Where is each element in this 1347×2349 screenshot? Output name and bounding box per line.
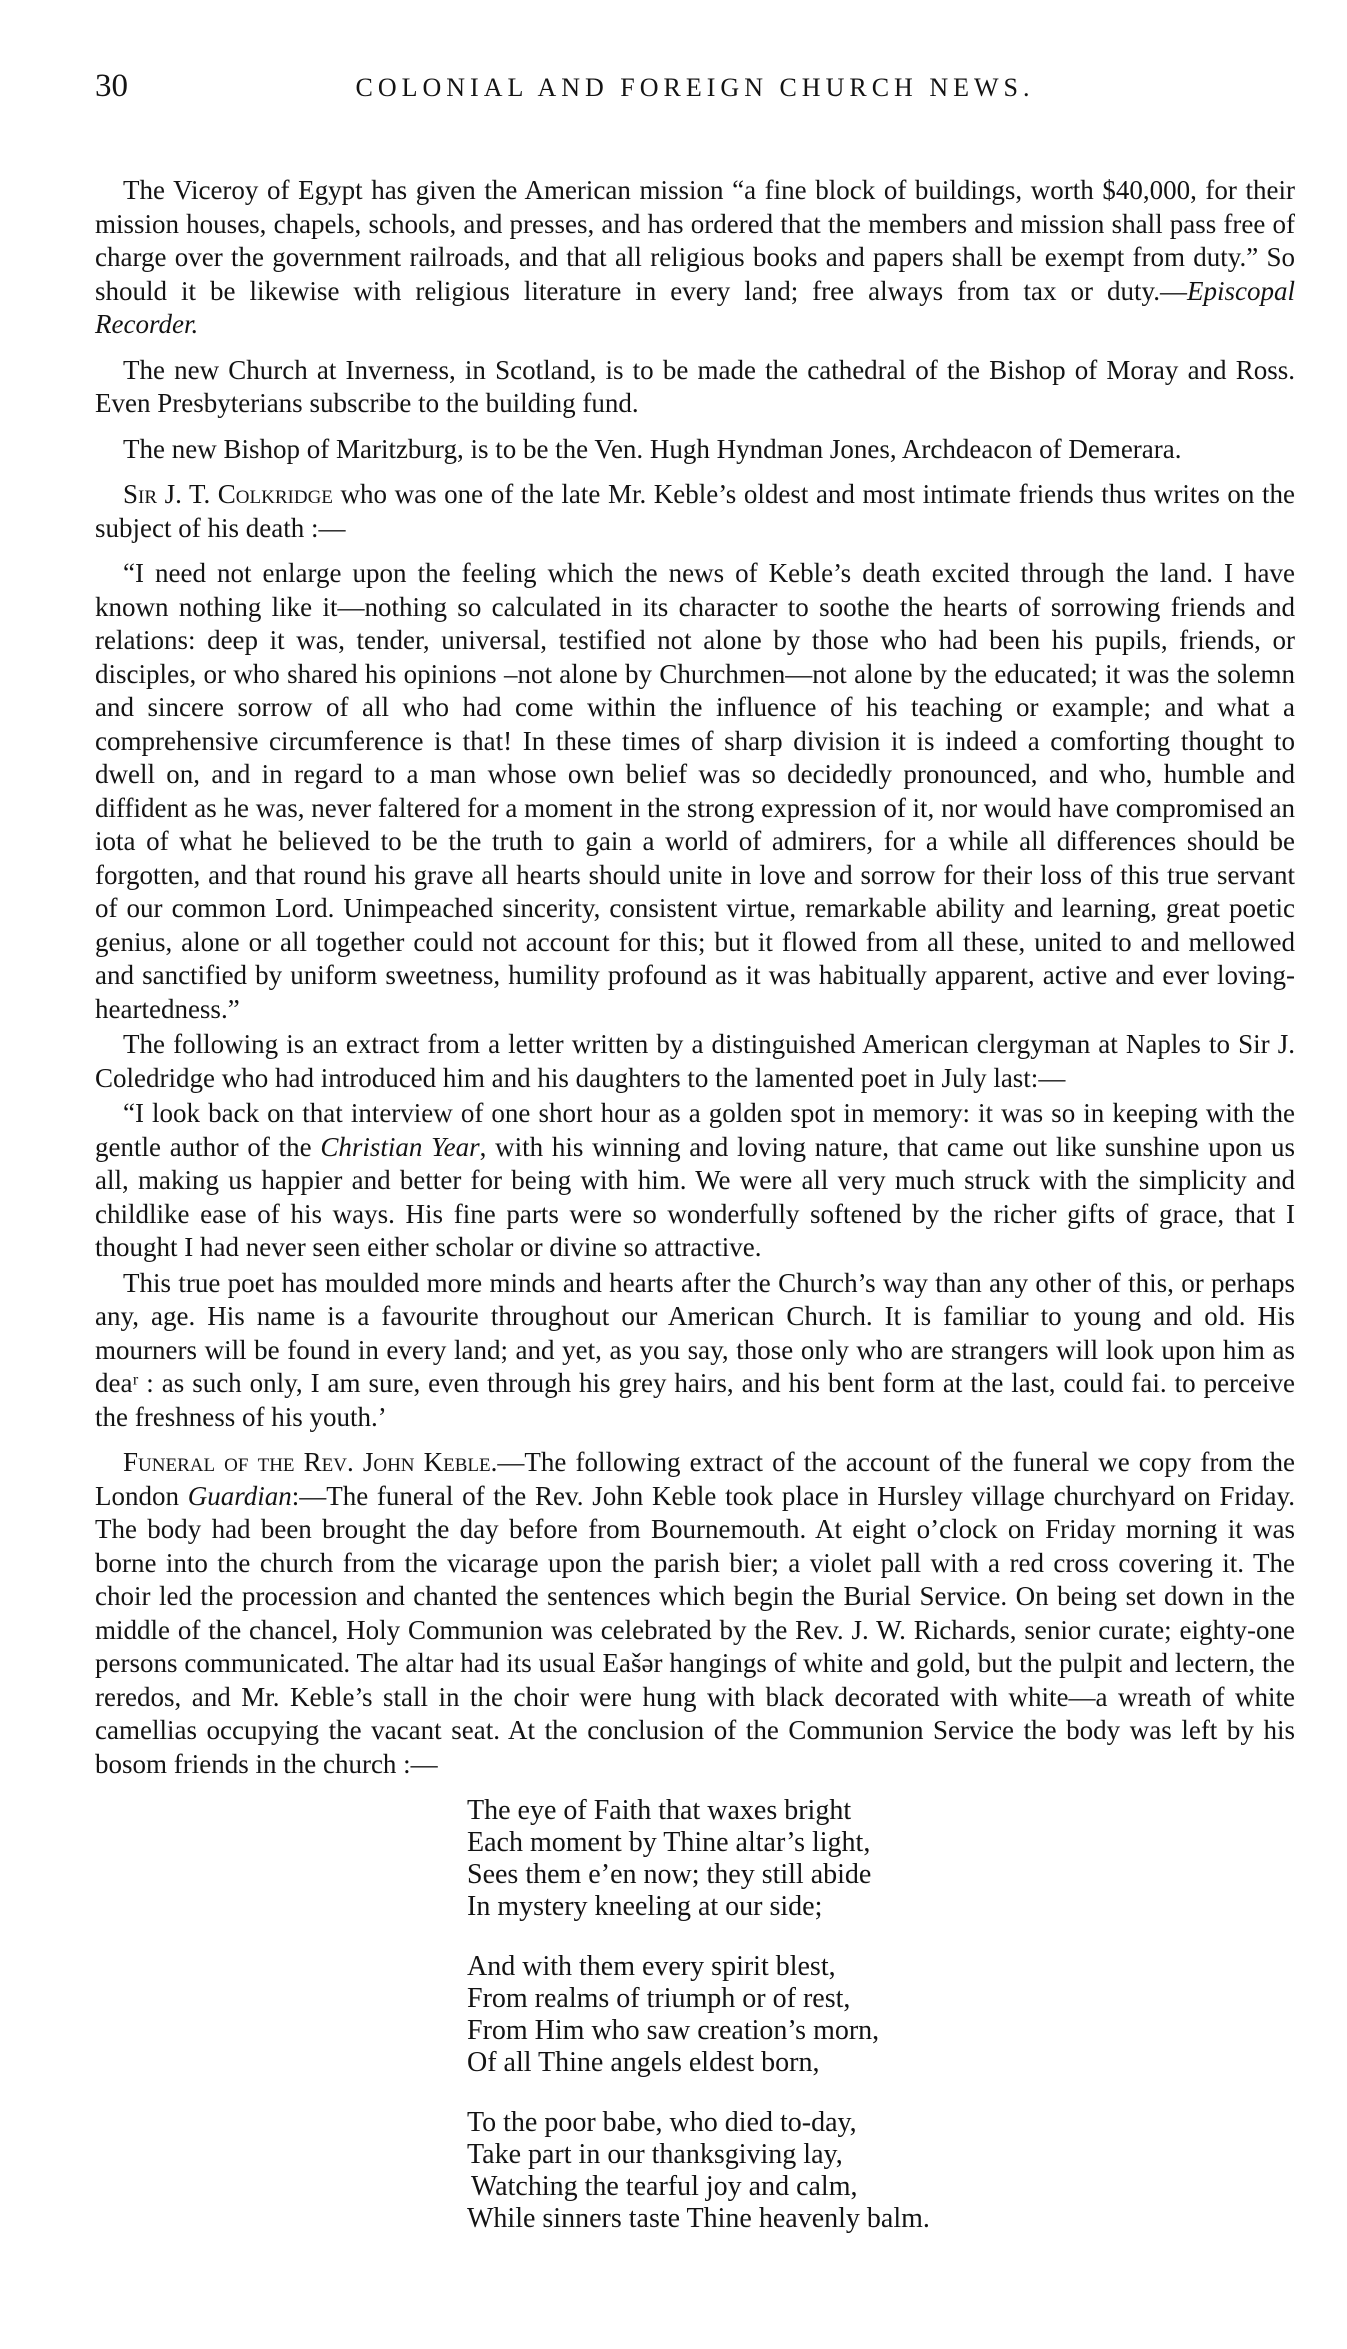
naples-intro: The following is an extract from a letter written by a distinguished American clergyman at Naples to Sir J. Coledridge who had introduced him and his daughters to the lamented poet in July last:—	[95, 1029, 1295, 1093]
page-header	[95, 70, 1295, 130]
egypt-text: The Viceroy of Egypt has given the American mission “a fine block of buildings, worth $40,000, for their mission houses, chapels, schools, and presses, and has ordered that the members and mission shall pass free of charge over the government railroads, and that all religious books and papers shall be exempt from duty.” So should it be likewise with religious literature in every land; free always from tax or duty.—	[95, 175, 1295, 306]
funeral-body: :—The funeral of the Rev. John Keble took place in Hursley village churchyard on Friday. The body had been brought the day before from Bournemouth. At eight o’clock on Friday morning it was borne into the church from the vicarage upon the parish bier; a violet pall with a red cross covering it. The choir led the procession and chanted the sentences which begin the Burial Service. On being set down in the middle of the chancel, Holy Communion was celebrated by the Rev. J. W. Richards, senior curate; eighty-one persons communicated. The altar had its usual Eašər hangings of white and gold, but the pulpit and lectern, the reredos, and Mr. Keble’s stall in the choir were hung with black decorated with white—a wreath of white camellias occupying the vacant seat. At the conclusion of the Communion Service the body was left by his bosom friends in the church :—	[95, 1480, 1295, 1779]
christian-year-title: Christian Year	[320, 1131, 480, 1162]
coleridge-intro: who was one of the late Mr. Keble’s oldest and most intimate friends thus writes on the subject of his death :—	[95, 479, 1295, 543]
poem-line: Each moment by Thine altar’s light,	[467, 1827, 871, 1858]
poem-line: Watching the tearful joy and calm,	[471, 2171, 858, 2202]
coleridge-quote: “I need not enlarge upon the feeling which the news of Keble’s death excited through the land. I have known nothing like it—nothing so calculated in its character to soothe the hearts of sorrowing friends and relations: deep it was, tender, universal, testified not alone by those who had been his pupils, friends, or disciples, or who shared his opinions –not alone by Churchmen—not alone by the educated; it was the solemn and sincere sorrow of all who had come within the influence of his teaching or example; and what a comprehensive circumference is that! In these times of sharp division it is indeed a comforting thought to dwell on, and in regard to a man whose own belief was so decidedly pronounced, and who, humble and diffident as he was, never faltered for a moment in the strong expression of it, nor would have compromised an iota of what he believed to be the truth to gain a world of admirers, for a while all differences should be forgotten, and that round his grave all hearts should unite in love and sorrow for their loss of this true servant of our common Lord. Unimpeached sincerity, consistent virtue, remarkable ability and learning, great poetic genius, alone or all together could not account for this; but it flowed from all these, united to and mellowed and sanctified by uniform sweetness, humility profound as it was habitually apparent, active and ever loving-heartedness.”	[95, 558, 1295, 1024]
naples-quote	[95, 1097, 1295, 1265]
naples-quote-b: , with his winning and loving nature, that came out like sunshine upon us all, making us happier and better for being with him. We were all very much struck with the simplicity and childlike ease of his ways. His fine parts were so wonderfully softened by the richer gifts of grace, that I thought I had never seen either scholar or divine so attractive.	[95, 1131, 1295, 1262]
poem-stanza	[467, 1795, 1295, 1923]
funeral-intro: —The following extract of the account of the funeral we copy from the London	[95, 1447, 1295, 1511]
page-number: 30	[95, 68, 128, 104]
poem-line: Take part in our thanksgiving lay,	[467, 2139, 843, 2170]
poem-stanza	[467, 1951, 1295, 2079]
poem-line: From realms of triumph or of rest,	[467, 1983, 851, 2014]
coleridge-name: Sir J. T. Colkridge	[123, 479, 333, 509]
inverness-paragraph: The new Church at Inverness, in Scotland, is to be made the cathedral of the Bishop of Moray and Ross. Even Presbyterians subscribe to the building fund.	[95, 354, 1295, 418]
naples-quote-a: “I look back on that interview of one short hour as a golden spot in memory: it was so in keeping with the gentle author of the	[95, 1098, 1295, 1162]
poem-line: While sinners taste Thine heavenly balm.	[467, 2203, 930, 2234]
egypt-paragraph	[95, 174, 1295, 342]
poem-line: From Him who saw creation’s morn,	[467, 2015, 880, 2046]
poem-line: In mystery kneeling at our side;	[467, 1891, 823, 1922]
running-title: COLONIAL AND FOREIGN CHURCH NEWS.	[355, 73, 1035, 102]
poem-line: To the poor babe, who died to-day,	[467, 2107, 857, 2138]
poem-line: Sees them e’en now; they still abide	[467, 1859, 872, 1890]
poem-line: The eye of Faith that waxes bright	[467, 1795, 852, 1826]
naples-continuation: This true poet has moulded more minds and hearts after the Church’s way than any other of this, or perhaps any, age. His name is a favourite throughout our American Church. It is familiar to young and old. His mourners will be found in every land; and yet, as you say, those only who are strangers will look upon him as deaʳ : as such only, I am sure, even through his grey hairs, and his bent form at the last, could fai. to perceive the freshness of his youth.’	[95, 1267, 1295, 1432]
poem	[467, 1795, 1295, 2235]
poem-line: And with them every spirit blest,	[467, 1951, 836, 1982]
coleridge-intro-paragraph	[95, 478, 1295, 545]
egypt-source: Episcopal Recorder.	[95, 275, 1295, 339]
maritzburg-paragraph: The new Bishop of Maritzburg, is to be the Ven. Hugh Hyndman Jones, Archdeacon of Demerara.	[123, 433, 1182, 464]
poem-line: Of all Thine angels eldest born,	[467, 2047, 820, 2078]
poem-stanza	[467, 2107, 1295, 2235]
guardian-source: Guardian	[187, 1480, 292, 1511]
funeral-heading: Funeral of the Rev. John Keble.	[123, 1447, 498, 1477]
funeral-paragraph	[95, 1446, 1295, 1781]
newspaper-page	[95, 70, 1295, 2263]
